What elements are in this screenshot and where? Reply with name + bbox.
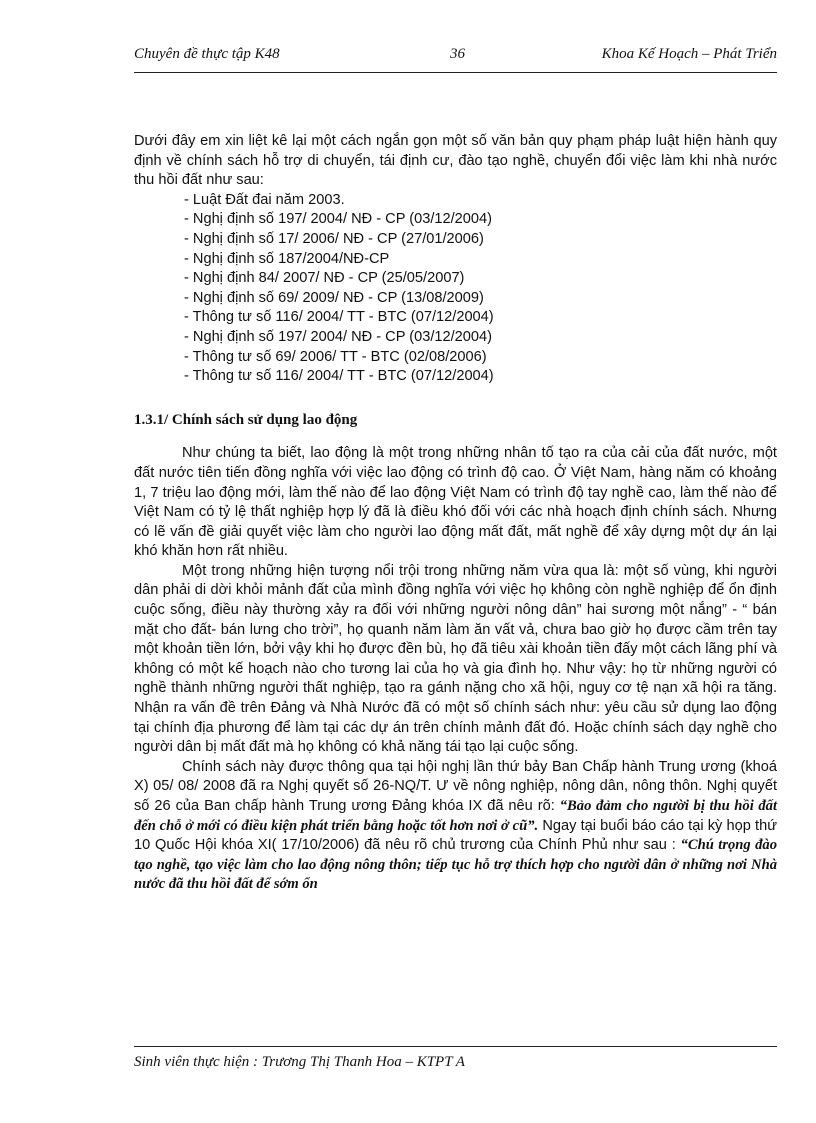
paragraph-text: Ngay tại buổi báo cáo tại kỳ họp thứ 10 Quốc Hội khóa XI( 17/10/2006) đã nêu rõ chủ trương của Chính Phủ như sau : bbox=[134, 817, 777, 854]
footer-divider bbox=[134, 1046, 777, 1047]
page-number: 36 bbox=[450, 46, 465, 62]
header-divider bbox=[134, 72, 777, 73]
list-item: - Nghị định số 197/ 2004/ NĐ - CP (03/12/2004) bbox=[184, 211, 493, 228]
list-item: - Nghị định số 197/ 2004/ NĐ - CP (03/12/2004) bbox=[184, 328, 493, 345]
page-header bbox=[134, 46, 777, 70]
header-course-label: Chuyên đề thực tập K48 bbox=[134, 46, 280, 62]
paragraph-policy-resolution bbox=[134, 758, 777, 895]
list-item: - Nghị định số 69/ 2009/ NĐ - CP (13/08/2009) bbox=[184, 289, 484, 306]
list-item: - Nghị định 84/ 2007/ NĐ - CP (25/05/2007) bbox=[184, 270, 465, 287]
list-item: - Nghị định số 17/ 2006/ NĐ - CP (27/01/2006) bbox=[184, 230, 484, 247]
page-footer: Sinh viên thực hiện : Trương Thị Thanh Hoa – KTPT A bbox=[134, 1054, 465, 1070]
legal-documents-list bbox=[134, 191, 777, 387]
paragraph-labor-overview: Như chúng ta biết, lao động là một trong những nhân tố tạo ra của cải của đất nước, một đất nước tiên tiến đồng nghĩa với việc lao động có trình độ cao. Ở Việt Nam, hàng năm có khoảng 1, 7 triệu lao động mới, làm thế nào để lao động Việt Nam có trình độ tay nghề cao, làm thế nào để Việt Nam có tỷ lệ thất nghiệp hợp lý đã là điều khó đối với các nhà hoạch định chính sách. Nhưng có lẽ vấn đề giải quyết việc làm cho người lao động mất đất, mất nghề để xây dựng một dự án lại khó khăn hơn rất nhiều. bbox=[134, 445, 777, 560]
government-quote: “Chú trọng đào tạo nghề, tạo việc làm cho lao động nông thôn; tiếp tục hỗ trợ thích hợp cho người dân ở những nơi Nhà nước đã thu hồi đất để sớm ổn bbox=[134, 837, 778, 893]
list-item: - Nghị định số 187/2004/NĐ-CP bbox=[184, 250, 390, 267]
intro-paragraph: Dưới đây em xin liệt kê lại một cách ngắn gọn một số văn bản quy phạm pháp luật hiện hành quy định về chính sách hỗ trợ di chuyển, tái định cư, đào tạo nghề, chuyển đổi việc làm khi nhà nước thu hồi đất như sau: bbox=[134, 133, 777, 189]
list-item: - Thông tư số 116/ 2004/ TT - BTC (07/12/2004) bbox=[184, 309, 494, 326]
paragraph-displaced-farmers: Một trong những hiện tượng nổi trội trong những năm vừa qua là: một số vùng, khi người dân phải di dời khỏi mảnh đất của mình đồng nghĩa với việc họ không còn nghề nghiệp để ổn định cuộc sống, điều này thường xảy ra đối với những người nông dân” hai sương một nắng” - “ bán mặt cho đất- bán lưng cho trời”, họ quanh năm làm ăn vất vả, chưa bao giờ họ được cầm trên tay một khoản tiền lớn, bởi vậy khi họ được đền bù, họ đã tiêu xài khoản tiền đấy một cách lãng phí và không có một kế hoạch nào cho tương lai của họ và gia đình họ. Như vậy: họ từ những người có nghề thành những người thất nghiệp, tạo ra gánh nặng cho xã hội, nguy cơ tệ nạn xã hội ra tăng. Nhận ra vấn đề trên Đảng và Nhà Nước đã có một số chính sách như: yêu cầu sử dụng lao động tại chính địa phương để làm tại các dự án trên chính mảnh đất đó. Hoặc chính sách dạy nghề cho người dân bị mất đất mà họ không có khả năng tái tạo lại cuộc sống. bbox=[134, 562, 777, 756]
list-item: - Thông tư số 116/ 2004/ TT - BTC (07/12/2004) bbox=[184, 368, 494, 385]
list-item: - Luật Đất đai năm 2003. bbox=[184, 191, 345, 208]
header-faculty-label: Khoa Kế Hoạch – Phát Triển bbox=[601, 46, 777, 62]
section-heading: 1.3.1/ Chính sách sử dụng lao động bbox=[134, 411, 358, 428]
resolution-quote: “Bảo đảm cho người bị thu hồi đất đến chỗ ở mới có điều kiện phát triển bằng hoặc tốt hơn nơi ở cũ”. bbox=[134, 798, 777, 834]
page-body bbox=[134, 132, 777, 895]
paragraph-text: Chính sách này được thông qua tại hội nghị lần thứ bảy Ban Chấp hành Trung ương (khoá X) 05/ 08/ 2008 đã ra Nghị quyết số 26-NQ/T. Ư về nông nghiệp, nông dân, nông thôn. Nghị quyết số 26 của Ban chấp hành Trung ương Đảng khóa IX đã nêu rõ: bbox=[134, 758, 777, 814]
list-item: - Thông tư số 69/ 2006/ TT - BTC (02/08/2006) bbox=[184, 348, 487, 365]
